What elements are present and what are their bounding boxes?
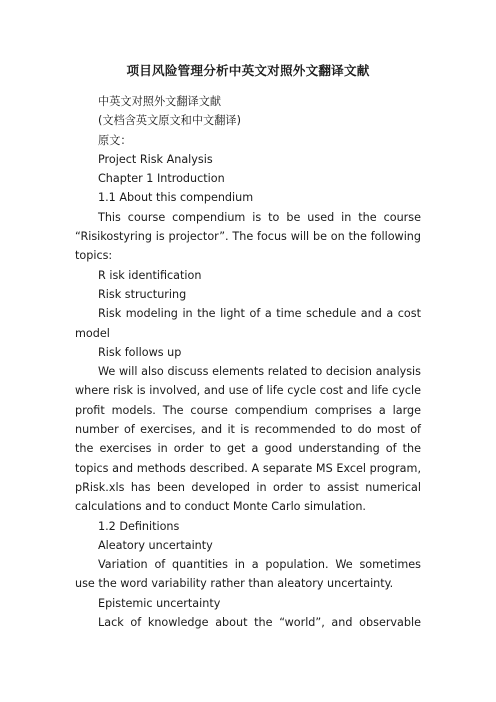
paragraph-note: (文档含英文原文和中文翻译) [98,114,241,128]
paragraph-section-1-1: 1.1 About this compendium [98,191,254,205]
paragraph-original-label: 原文： [98,133,132,147]
list-item-risk-identification: R isk identification [98,268,202,282]
list-item-risk-follows-up: Risk follows up [98,345,182,359]
paragraph-compendium-intro: This course compendium is to be used in the course “Risikostyring is projector”. The focus will be on the following topics: [75,210,421,263]
list-item-risk-structuring: Risk structuring [98,287,187,301]
paragraph-epistemic-heading: Epistemic uncertainty [98,596,221,610]
paragraph-decision-analysis: We will also discuss elements related to decision analysis where risk is involved, and use of life cycle cost and life cycle profit models. The course compendium comprises a large number of exercises, and it is recommended to do most of the exercises in order to get a good understanding of the topics and methods described. A separate MS Excel program, pRisk.xls has been developed in order to assist numerical calculations and to conduct Monte Carlo simulation. [75,365,421,514]
list-item-risk-modeling: Risk modeling in the light of a time schedule and a cost model [75,307,421,340]
paragraph-section-1-2: 1.2 Definitions [98,519,180,533]
paragraph-epistemic-definition: Lack of knowledge about the “world”, and observable [98,616,421,630]
paragraph-heading-project-risk: Project Risk Analysis [98,152,213,166]
paragraph-subtitle: 中英文对照外文翻译文献 [98,95,222,108]
paragraph-aleatory-definition: Variation of quantities in a population. We sometimes use the word variability rather than aleatory uncertainty. [75,558,421,591]
document-title: 项目风险管理分析中英文对照外文翻译文献 [126,63,370,78]
paragraph-aleatory-heading: Aleatory uncertainty [98,538,213,552]
paragraph-chapter-1: Chapter 1 Introduction [98,172,225,186]
